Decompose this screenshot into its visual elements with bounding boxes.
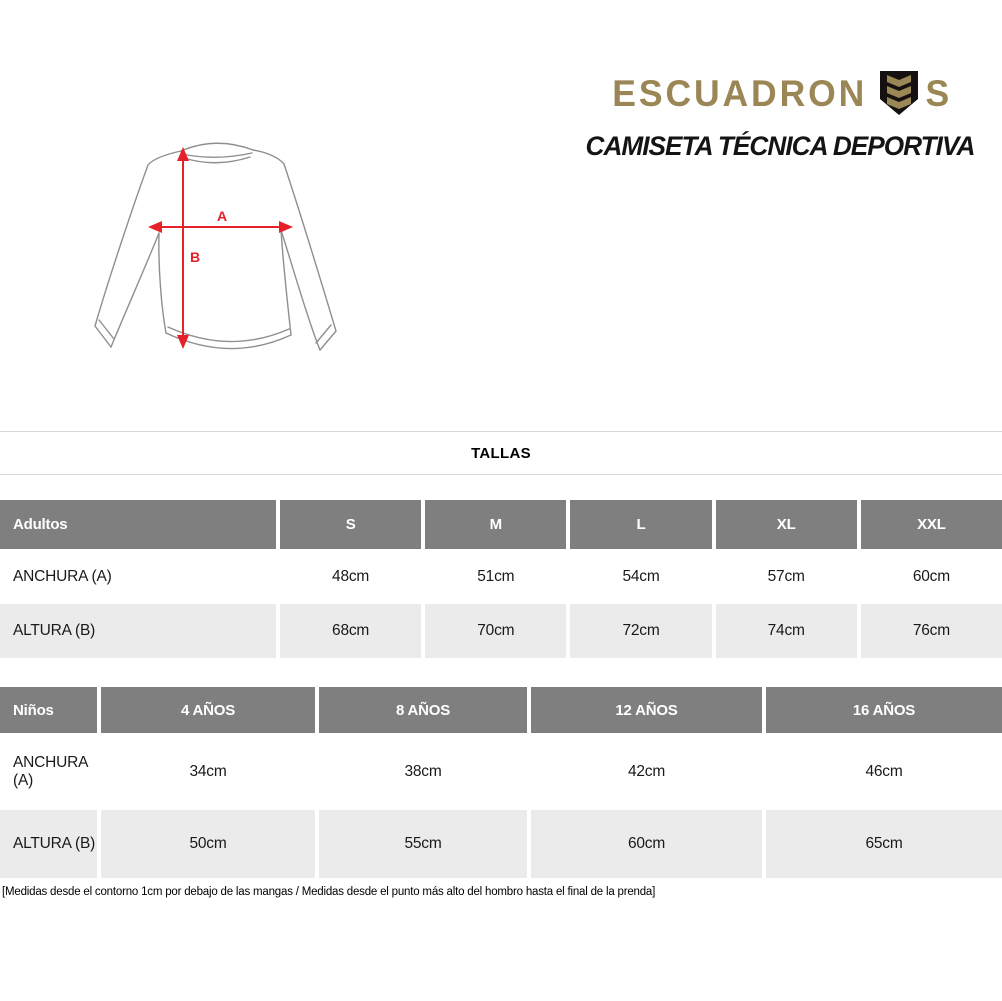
kids-table-corner-header: Niños — [0, 687, 97, 733]
brand-logo — [562, 70, 998, 116]
kids-row-label-anchura: ANCHURA (A) — [0, 733, 97, 810]
adults-size-header: M — [425, 500, 566, 549]
width-arrow-label: A — [216, 208, 228, 224]
adults-anchura-value: 48cm — [280, 549, 421, 604]
kids-anchura-value: 46cm — [766, 733, 1002, 810]
adults-size-header: XXL — [861, 500, 1002, 549]
adults-altura-value: 68cm — [280, 604, 421, 658]
adults-size-table — [0, 500, 1002, 658]
brand-block — [562, 70, 998, 162]
kids-anchura-value: 34cm — [101, 733, 315, 810]
logo-text-prefix: ESCUADRON — [612, 72, 868, 114]
rank-shield-icon — [879, 70, 919, 116]
section-title: TALLAS — [471, 444, 531, 462]
kids-anchura-value: 42cm — [531, 733, 762, 810]
adults-anchura-value: 51cm — [425, 549, 566, 604]
measurement-footnote: [Medidas desde el contorno 1cm por debajo de las mangas / Medidas desde el punto más alto del hombro hasta el final de la prenda] — [2, 886, 656, 898]
adults-size-header: XL — [716, 500, 857, 549]
kids-size-header: 12 AÑOS — [531, 687, 762, 733]
adults-altura-value: 70cm — [425, 604, 566, 658]
adults-anchura-value: 60cm — [861, 549, 1002, 604]
kids-altura-value: 65cm — [766, 810, 1002, 878]
adults-size-header: L — [570, 500, 711, 549]
long-sleeve-shirt-icon — [88, 130, 360, 382]
kids-altura-value: 50cm — [101, 810, 315, 878]
adults-size-header: S — [280, 500, 421, 549]
height-arrow-label: B — [190, 249, 201, 265]
shirt-measurement-diagram — [88, 130, 360, 382]
measure-arrows — [148, 147, 293, 349]
kids-size-header: 8 AÑOS — [319, 687, 527, 733]
adults-table-corner-header: Adultos — [0, 500, 276, 549]
kids-altura-value: 55cm — [319, 810, 527, 878]
adults-row-label-altura: ALTURA (B) — [0, 604, 276, 658]
kids-size-header: 16 AÑOS — [766, 687, 1002, 733]
adults-altura-value: 72cm — [570, 604, 711, 658]
section-header-tallas — [0, 431, 1002, 475]
adults-altura-value: 76cm — [861, 604, 1002, 658]
kids-anchura-value: 38cm — [319, 733, 527, 810]
kids-size-table — [0, 687, 1002, 878]
adults-anchura-value: 57cm — [716, 549, 857, 604]
adults-row-label-anchura: ANCHURA (A) — [0, 549, 276, 604]
logo-text-suffix: S — [925, 72, 953, 114]
kids-size-header: 4 AÑOS — [101, 687, 315, 733]
product-title: CAMISETA TÉCNICA DEPORTIVA — [585, 131, 975, 161]
adults-anchura-value: 54cm — [570, 549, 711, 604]
adults-altura-value: 74cm — [716, 604, 857, 658]
kids-altura-value: 60cm — [531, 810, 762, 878]
kids-row-label-altura: ALTURA (B) — [0, 810, 97, 878]
